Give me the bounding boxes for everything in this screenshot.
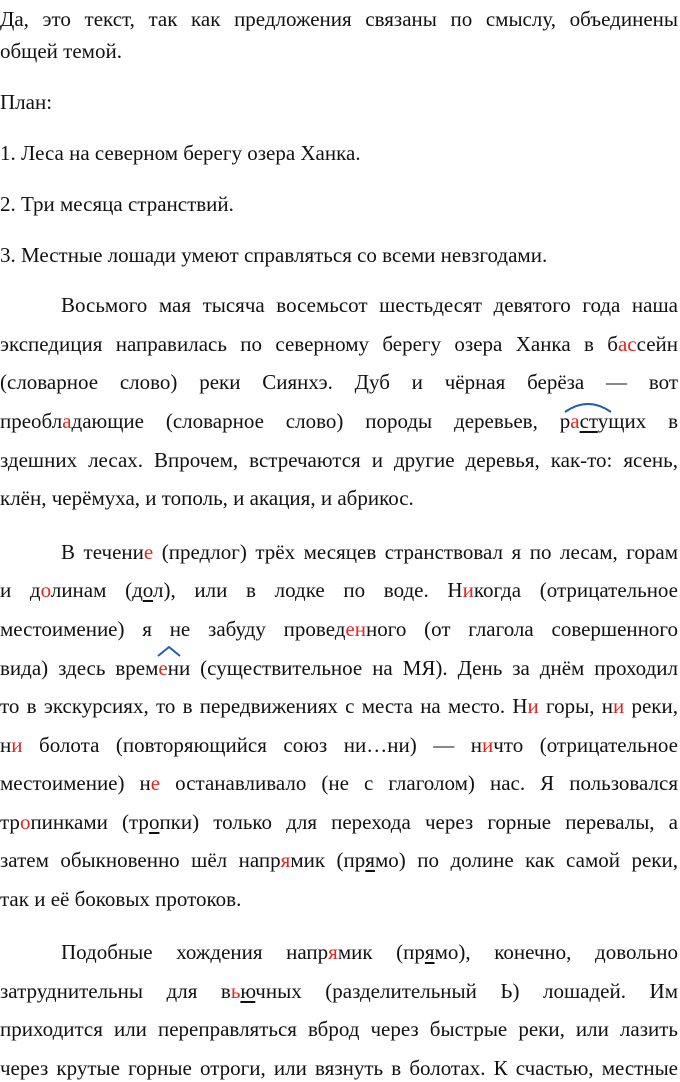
text-span: местоимение) я не забуду прове — [0, 617, 335, 641]
highlight-letter: и — [462, 578, 474, 602]
highlight-letter: е — [143, 540, 154, 564]
highlight-letters: ен — [345, 617, 366, 641]
underlined-letter: о — [142, 578, 154, 602]
plan-item: 1. Леса на северном берегу озера Ханка. — [0, 141, 361, 165]
highlight-letter: а — [570, 409, 580, 433]
text-span: (предлог) трёх месяцев странствовал я по лесам, горам — [153, 540, 679, 564]
highlight-letter: а — [62, 409, 72, 433]
text-span: затем обыкновенно шёл напр — [0, 848, 281, 872]
paragraph-line — [0, 538, 678, 566]
text-span: болота (повторяющийся союз ни…ни) — н — [22, 733, 482, 757]
paragraph-line: здешних лесах. Впрочем, встречаются и другие деревья, как-то: ясень, — [0, 448, 678, 472]
text-span: и д — [0, 578, 41, 602]
text-span: ного (от глагола совершенного — [366, 617, 678, 641]
paragraph-line — [0, 769, 678, 797]
highlight-letter: о — [40, 578, 51, 602]
highlight-letter: о — [19, 810, 31, 834]
text-span: линам (д — [50, 578, 143, 602]
underlined-letter: ю — [240, 979, 256, 1003]
text-span: пинками (тр — [30, 810, 149, 834]
highlight-letter: я — [328, 940, 338, 964]
highlight-letter: е — [158, 656, 168, 680]
paragraph-line: через крутые горные отроги, или вязнуть в болотах. К счастью, местные — [0, 1056, 678, 1080]
paragraph-line: (словарное слово) реки Сиянхэ. Дуб и чёрная берёза — вот — [0, 370, 678, 394]
text-span: горы, н — [538, 694, 613, 718]
paragraph-line — [0, 330, 678, 358]
paragraph-line — [0, 977, 678, 1005]
paragraph-line — [0, 615, 678, 643]
text-span: ни (существительное на МЯ). День за днём проходил — [167, 656, 678, 680]
text-span: мик (пр — [337, 940, 425, 964]
plan-heading: План: — [0, 90, 53, 114]
text-span: что (отрицательное — [493, 733, 678, 757]
underlined-letter: о — [148, 810, 160, 834]
text-span: экспедиция направилась по северному берегу озера Ханка в б — [0, 332, 618, 356]
text-span: то в экскурсиях, то в передвижениях с места на место. Н — [0, 694, 528, 718]
highlight-letter: ас — [617, 332, 637, 356]
intro-line: общей темой. — [0, 39, 122, 63]
text-span: л), или в лодке по воде. Н — [153, 578, 463, 602]
underlined-letters: ст — [579, 409, 598, 433]
text-span: дающие (словарное слово) породы деревьев, р — [71, 409, 571, 433]
text-span: мо) по долине как самой реки, — [374, 848, 678, 872]
paragraph-line — [0, 938, 678, 966]
paragraph-line — [0, 407, 678, 435]
text-span: когда (отрицательное — [473, 578, 679, 602]
text-span: сейн — [636, 332, 678, 356]
text-span: чных (разделительный Ь) лошадей. Им — [255, 979, 678, 1003]
text-span: преобл — [0, 409, 63, 433]
paragraph-line — [0, 846, 678, 874]
text-span: д — [334, 617, 346, 641]
highlight-letter: и — [527, 694, 539, 718]
highlight-letter: ь — [230, 979, 241, 1003]
text-span: ущих в — [597, 409, 679, 433]
intro-line: Да, это текст, так как предложения связаны по смыслу, объединены — [0, 7, 678, 31]
paragraph-line — [0, 654, 678, 682]
plan-item: 3. Местные лошади умеют справляться со всеми невзгодами. — [0, 243, 548, 267]
paragraph-line: клён, черёмуха, и тополь, и акация, и абрикос. — [0, 486, 414, 510]
highlight-letter: и — [11, 733, 23, 757]
text-span: н — [0, 733, 12, 757]
paragraph-line: приходится или переправляться вброд через быстрые реки, или лазить — [0, 1017, 678, 1041]
paragraph-line: так и её боковых протоков. — [0, 887, 242, 911]
text-span: реки, — [624, 694, 678, 718]
text-span: пки) только для перехода через горные перевалы, а — [159, 810, 678, 834]
underlined-letter: я — [365, 848, 375, 872]
text-span: останавливало (не с глаголом) нас. Я пользовался — [160, 771, 678, 795]
underlined-letter: я — [424, 940, 435, 964]
plan-item: 2. Три месяца странствий. — [0, 192, 234, 216]
text-span: вида) здесь врем — [0, 656, 159, 680]
highlight-letter: и — [612, 694, 625, 718]
text-span: затруднительны для в — [0, 979, 231, 1003]
paragraph-line: Восьмого мая тысяча восемьсот шестьдесят девятого года наша — [61, 293, 678, 317]
paragraph-line — [0, 576, 678, 604]
text-span: мо), конечно, довольно — [434, 940, 678, 964]
text-span: тр — [0, 810, 20, 834]
highlight-letter: и — [481, 733, 494, 757]
paragraph-line — [0, 731, 678, 759]
text-span: Подобные хождения напр — [61, 940, 329, 964]
highlight-letter: я — [280, 848, 291, 872]
text-span: мик (пр — [290, 848, 366, 872]
text-span: местоимение) н — [0, 771, 151, 795]
paragraph-line — [0, 692, 678, 720]
highlight-letter: е — [150, 771, 161, 795]
paragraph-line — [0, 808, 678, 836]
text-span: В течени — [61, 540, 144, 564]
